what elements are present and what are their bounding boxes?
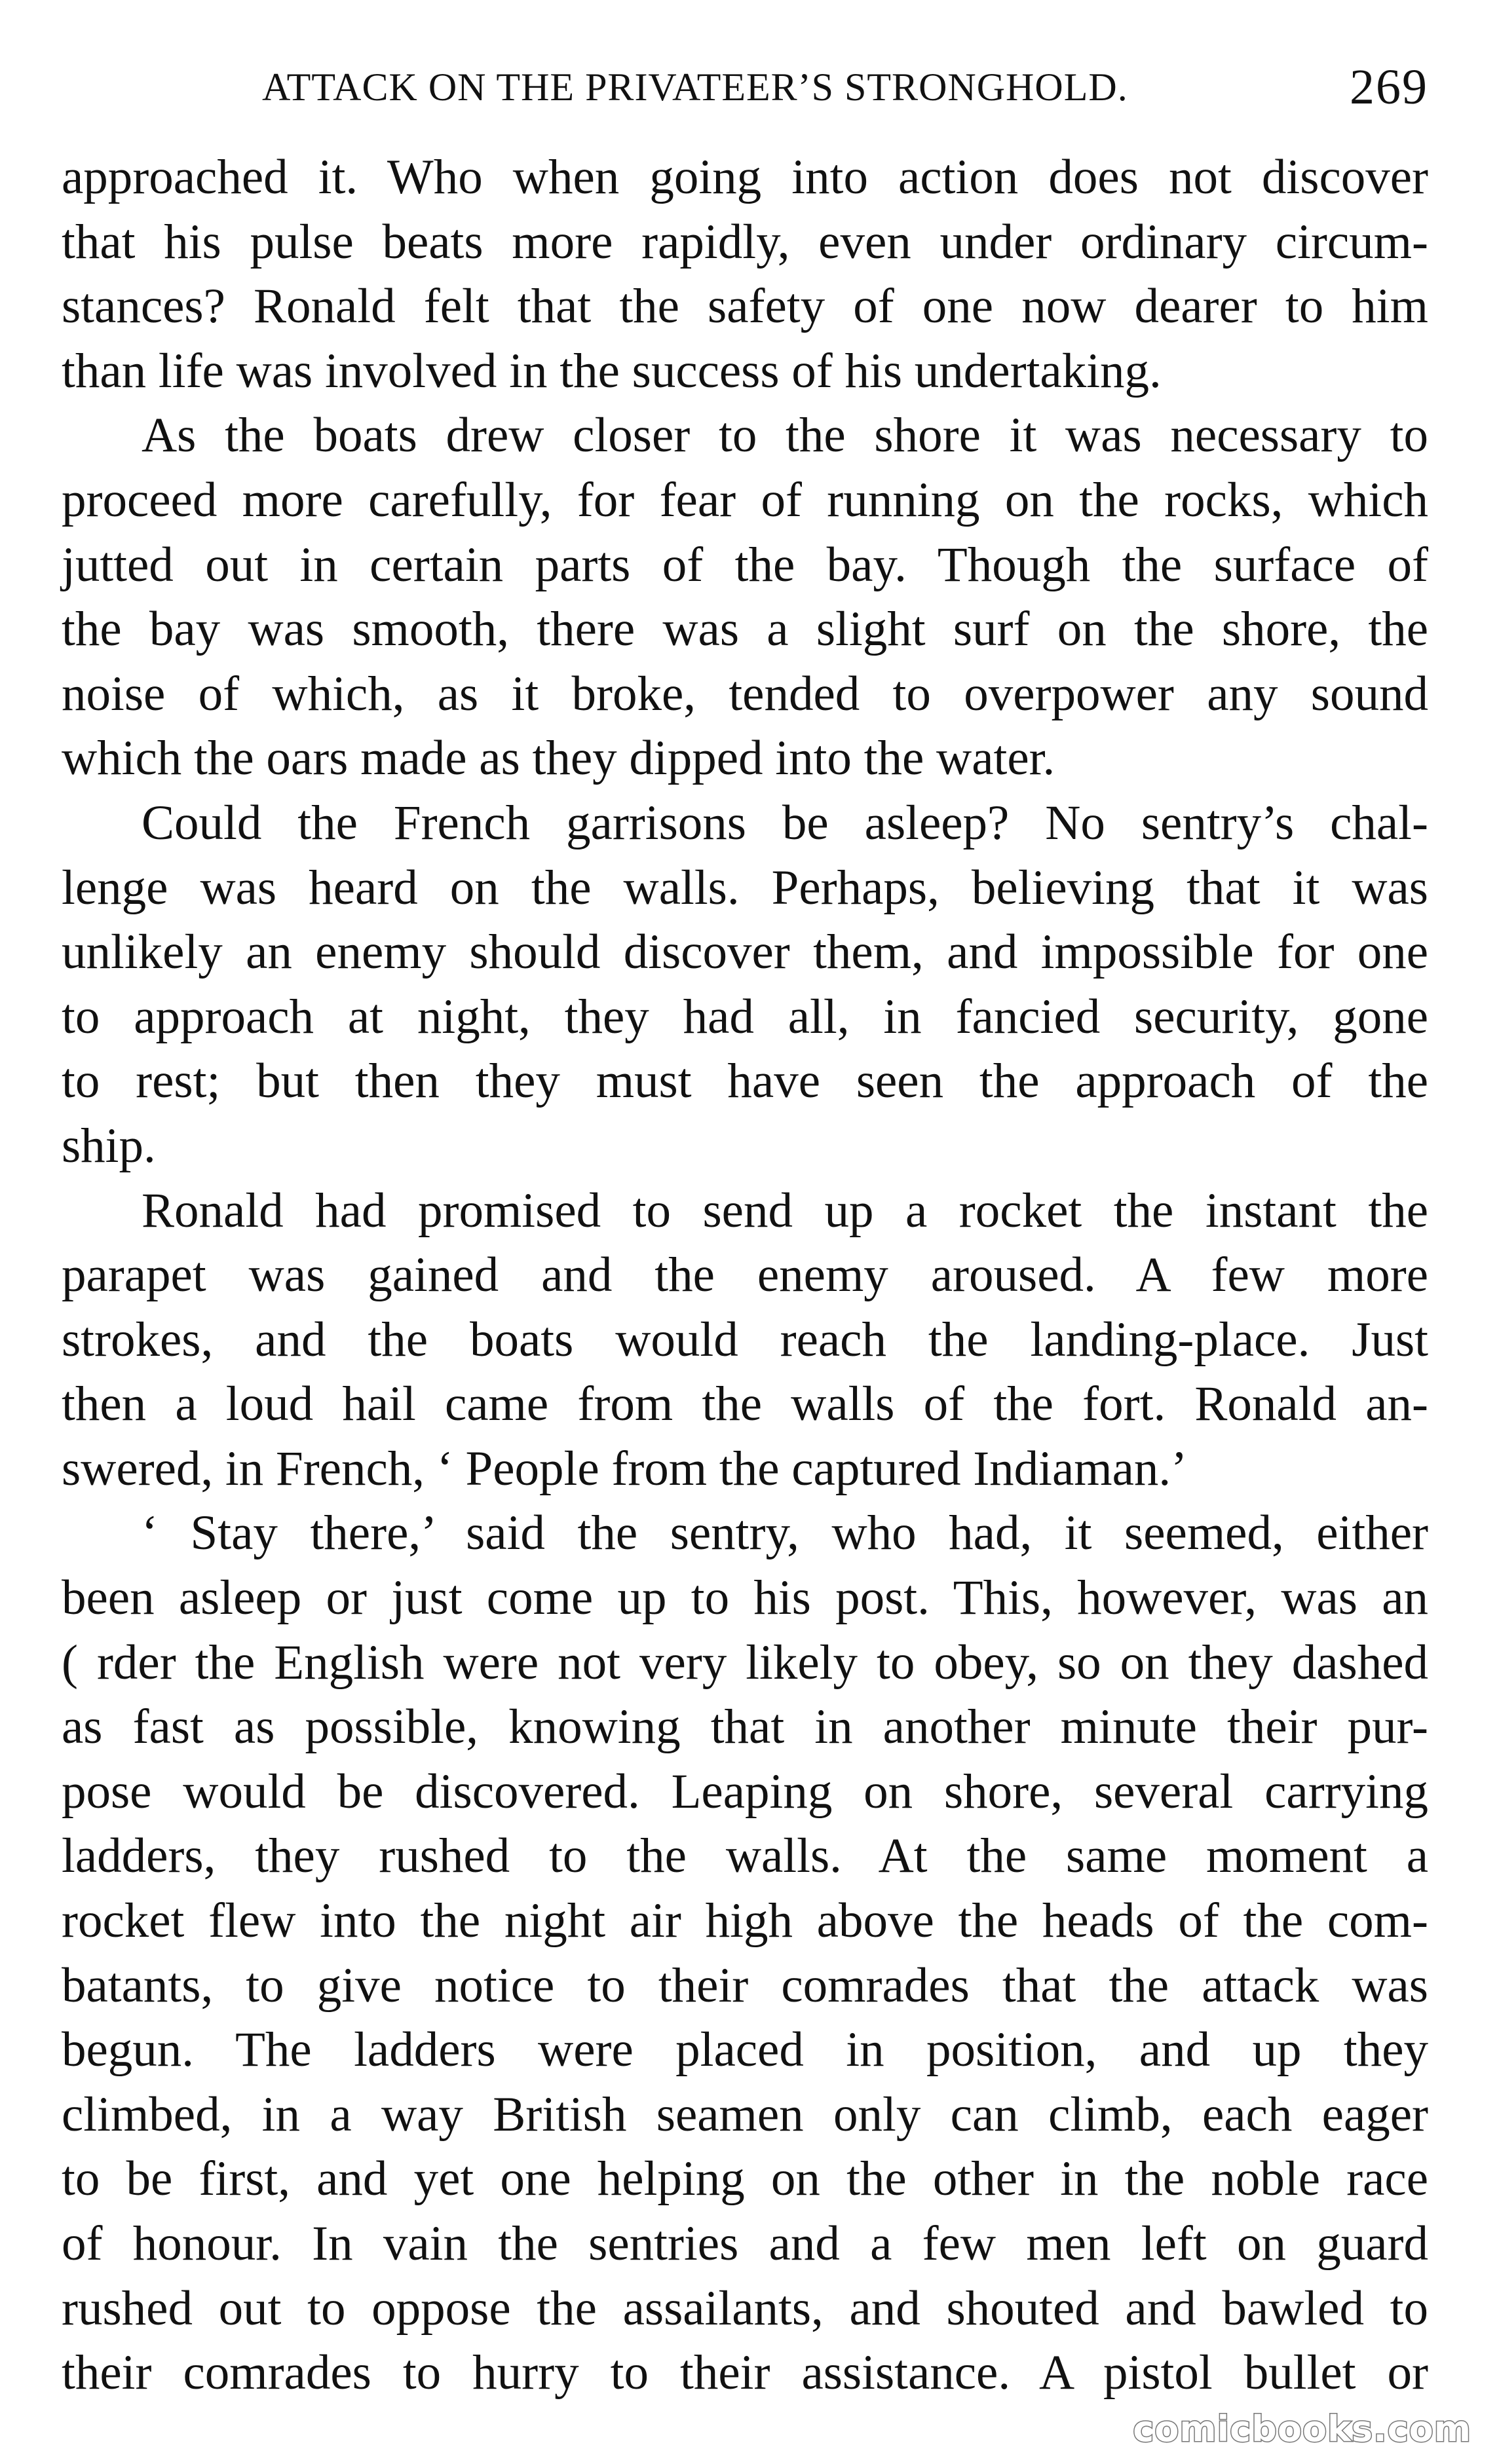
text-line: of honour. In vain the sentries and a few men left on guard xyxy=(62,2216,1428,2271)
running-header xyxy=(262,51,1428,123)
text-line: ‘ Stay there,’ said the sentry, who had, it seemed, either xyxy=(142,1506,1428,1561)
text-line: rocket flew into the night air high above the heads of the com- xyxy=(62,1894,1428,1949)
running-title: ATTACK ON THE PRIVATEER’S STRONGHOLD. xyxy=(262,65,1128,109)
text-line: jutted out in certain parts of the bay. Though the surface of xyxy=(62,537,1428,592)
text-line: ( rder the English were not very likely to obey, so on they dashed xyxy=(62,1635,1428,1690)
page-number: 269 xyxy=(1350,60,1428,115)
text-line: been asleep or just come up to his post. This, however, was an xyxy=(62,1571,1428,1626)
text-line: unlikely an enemy should discover them, and impossible for one xyxy=(62,925,1428,980)
text-line: parapet was gained and the enemy aroused. A few more xyxy=(62,1248,1428,1303)
text-line: to rest; but then they must have seen the approach of the xyxy=(62,1054,1428,1109)
text-line: that his pulse beats more rapidly, even under ordinary circum- xyxy=(62,214,1428,269)
text-line: then a loud hail came from the walls of the fort. Ronald an- xyxy=(62,1377,1428,1432)
text-line: noise of which, as it broke, tended to overpower any sound xyxy=(62,666,1428,721)
text-line: climbed, in a way British seamen only can climb, each eager xyxy=(62,2087,1428,2142)
text-line: ship. xyxy=(62,1118,156,1173)
text-line: swered, in French, ‘ People from the captured Indiaman.’ xyxy=(62,1441,1188,1496)
text-line: their comrades to hurry to their assistance. A pistol bullet or xyxy=(62,2345,1428,2400)
text-line: as fast as possible, knowing that in another minute their pur- xyxy=(62,1700,1428,1755)
text-line: to approach at night, they had all, in fancied security, gone xyxy=(62,989,1428,1044)
text-line: begun. The ladders were placed in position, and up they xyxy=(62,2023,1428,2078)
text-line: stances? Ronald felt that the safety of one now dearer to him xyxy=(62,279,1428,334)
text-line: strokes, and the boats would reach the landing-place. Just xyxy=(62,1312,1428,1367)
text-line: the bay was smooth, there was a slight surf on the shore, the xyxy=(62,602,1428,657)
text-line: rushed out to oppose the assailants, and shouted and bawled to xyxy=(62,2281,1428,2336)
text-line: ladders, they rushed to the walls. At the same moment a xyxy=(62,1829,1428,1884)
text-line: proceed more carefully, for fear of running on the rocks, which xyxy=(62,472,1428,527)
text-line: As the boats drew closer to the shore it was necessary to xyxy=(142,408,1428,463)
text-line: which the oars made as they dipped into the water. xyxy=(62,731,1055,786)
text-line: batants, to give notice to their comrades that the attack was xyxy=(62,1958,1428,2013)
text-line: lenge was heard on the walls. Perhaps, believing that it was xyxy=(62,860,1428,915)
text-line: approached it. Who when going into action does not discover xyxy=(62,150,1428,204)
text-line: Ronald had promised to send up a rocket the instant the xyxy=(142,1183,1428,1238)
text-line: Could the French garrisons be asleep? No sentry’s chal- xyxy=(142,795,1428,850)
site-watermark: comicbooks.com xyxy=(1133,2408,1471,2450)
body-text xyxy=(62,145,1428,2406)
text-line: than life was involved in the success of his undertaking. xyxy=(62,343,1162,398)
text-line: to be first, and yet one helping on the other in the noble race xyxy=(62,2152,1428,2207)
text-line: pose would be discovered. Leaping on shore, several carrying xyxy=(62,1764,1428,1819)
